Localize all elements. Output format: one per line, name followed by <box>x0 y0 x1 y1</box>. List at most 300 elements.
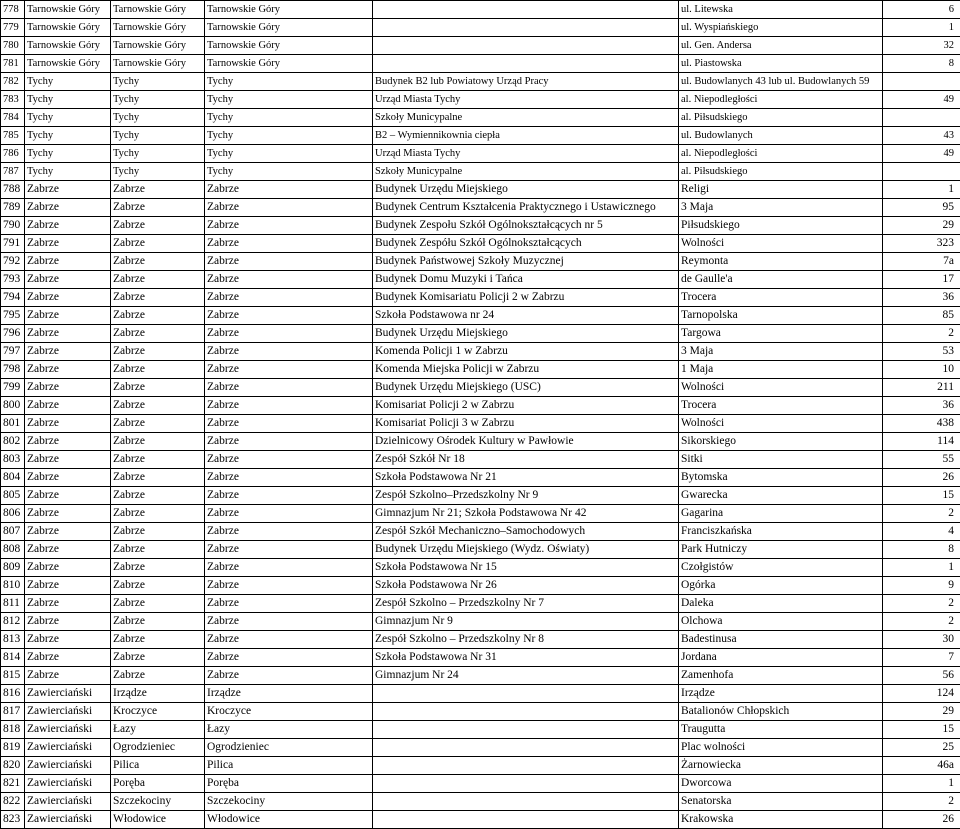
house-number-cell: 26 <box>883 811 960 829</box>
street-cell: ul. Budowlanych 43 lub ul. Budowlanych 59 <box>679 73 883 91</box>
county-cell: Zabrze <box>25 577 111 595</box>
table-row <box>1 163 960 181</box>
building-cell: Komenda Policji 1 w Zabrzu <box>373 343 679 361</box>
table-row <box>1 19 960 37</box>
street-cell: Dworcowa <box>679 775 883 793</box>
table-row <box>1 415 960 433</box>
municipality-cell: Zabrze <box>111 541 205 559</box>
house-number-cell: 211 <box>883 379 960 397</box>
locality-cell: Zabrze <box>205 487 373 505</box>
row-number: 792 <box>1 253 25 271</box>
table-row <box>1 73 960 91</box>
house-number-cell: 114 <box>883 433 960 451</box>
table-row <box>1 307 960 325</box>
street-cell: Olchowa <box>679 613 883 631</box>
municipality-cell: Pilica <box>111 757 205 775</box>
table-row <box>1 109 960 127</box>
house-number-cell: 25 <box>883 739 960 757</box>
locality-cell: Poręba <box>205 775 373 793</box>
municipality-cell: Zabrze <box>111 613 205 631</box>
municipality-cell: Zabrze <box>111 523 205 541</box>
building-cell: Budynek Domu Muzyki i Tańca <box>373 271 679 289</box>
row-number: 816 <box>1 685 25 703</box>
table-body <box>1 1 960 829</box>
row-number: 781 <box>1 55 25 73</box>
county-cell: Zawierciański <box>25 739 111 757</box>
county-cell: Zabrze <box>25 631 111 649</box>
locality-cell: Tychy <box>205 91 373 109</box>
row-number: 821 <box>1 775 25 793</box>
house-number-cell: 85 <box>883 307 960 325</box>
row-number: 786 <box>1 145 25 163</box>
street-cell: ul. Budowlanych <box>679 127 883 145</box>
row-number: 783 <box>1 91 25 109</box>
table-row <box>1 271 960 289</box>
building-cell <box>373 703 679 721</box>
locality-cell: Tarnowskie Góry <box>205 55 373 73</box>
building-cell <box>373 721 679 739</box>
table-row <box>1 91 960 109</box>
county-cell: Zabrze <box>25 559 111 577</box>
house-number-cell: 1 <box>883 775 960 793</box>
building-cell: Szkoły Municypalne <box>373 109 679 127</box>
building-cell: Komisariat Policji 3 w Zabrzu <box>373 415 679 433</box>
row-number: 789 <box>1 199 25 217</box>
row-number: 804 <box>1 469 25 487</box>
locality-cell: Tychy <box>205 73 373 91</box>
house-number-cell: 17 <box>883 271 960 289</box>
county-cell: Tychy <box>25 163 111 181</box>
row-number: 785 <box>1 127 25 145</box>
house-number-cell: 26 <box>883 469 960 487</box>
house-number-cell: 29 <box>883 703 960 721</box>
row-number: 822 <box>1 793 25 811</box>
house-number-cell: 55 <box>883 451 960 469</box>
municipality-cell: Tychy <box>111 73 205 91</box>
street-cell: Czołgistów <box>679 559 883 577</box>
building-cell: Budynek Urzędu Miejskiego <box>373 325 679 343</box>
building-cell <box>373 757 679 775</box>
row-number: 813 <box>1 631 25 649</box>
locality-cell: Zabrze <box>205 613 373 631</box>
street-cell: ul. Gen. Andersa <box>679 37 883 55</box>
row-number: 779 <box>1 19 25 37</box>
house-number-cell: 29 <box>883 217 960 235</box>
building-cell: Szkoła Podstawowa Nr 21 <box>373 469 679 487</box>
house-number-cell: 7 <box>883 649 960 667</box>
municipality-cell: Zabrze <box>111 253 205 271</box>
street-cell: 1 Maja <box>679 361 883 379</box>
municipality-cell: Zabrze <box>111 415 205 433</box>
county-cell: Zabrze <box>25 379 111 397</box>
row-number: 797 <box>1 343 25 361</box>
street-cell: Jordana <box>679 649 883 667</box>
building-cell: Gimnazjum Nr 21; Szkoła Podstawowa Nr 42 <box>373 505 679 523</box>
municipality-cell: Zabrze <box>111 631 205 649</box>
county-cell: Zabrze <box>25 199 111 217</box>
locality-cell: Zabrze <box>205 289 373 307</box>
municipality-cell: Poręba <box>111 775 205 793</box>
row-number: 823 <box>1 811 25 829</box>
house-number-cell: 1 <box>883 559 960 577</box>
municipality-cell: Zabrze <box>111 667 205 685</box>
county-cell: Zabrze <box>25 253 111 271</box>
county-cell: Zabrze <box>25 415 111 433</box>
table-row <box>1 757 960 775</box>
table-row <box>1 811 960 829</box>
municipality-cell: Kroczyce <box>111 703 205 721</box>
locality-cell: Zabrze <box>205 631 373 649</box>
row-number: 799 <box>1 379 25 397</box>
building-cell: Budynek Urzędu Miejskiego <box>373 181 679 199</box>
house-number-cell: 95 <box>883 199 960 217</box>
row-number: 817 <box>1 703 25 721</box>
municipality-cell: Zabrze <box>111 307 205 325</box>
house-number-cell: 36 <box>883 289 960 307</box>
table-row <box>1 55 960 73</box>
municipality-cell: Zabrze <box>111 451 205 469</box>
county-cell: Zabrze <box>25 613 111 631</box>
municipality-cell: Tarnowskie Góry <box>111 1 205 19</box>
house-number-cell: 53 <box>883 343 960 361</box>
building-cell: Szkoły Municypalne <box>373 163 679 181</box>
locality-cell: Zabrze <box>205 307 373 325</box>
municipality-cell: Zabrze <box>111 271 205 289</box>
county-cell: Zabrze <box>25 343 111 361</box>
table-row <box>1 253 960 271</box>
county-cell: Zabrze <box>25 433 111 451</box>
row-number: 805 <box>1 487 25 505</box>
row-number: 820 <box>1 757 25 775</box>
street-cell: Irządze <box>679 685 883 703</box>
row-number: 791 <box>1 235 25 253</box>
row-number: 798 <box>1 361 25 379</box>
county-cell: Zawierciański <box>25 685 111 703</box>
street-cell: al. Niepodległości <box>679 145 883 163</box>
county-cell: Zawierciański <box>25 703 111 721</box>
row-number: 810 <box>1 577 25 595</box>
locality-cell: Zabrze <box>205 541 373 559</box>
building-cell: Zespół Szkół Nr 18 <box>373 451 679 469</box>
house-number-cell: 2 <box>883 595 960 613</box>
locality-cell: Zabrze <box>205 217 373 235</box>
row-number: 782 <box>1 73 25 91</box>
table-row <box>1 667 960 685</box>
county-cell: Zabrze <box>25 541 111 559</box>
street-cell: al. Piłsudskiego <box>679 163 883 181</box>
municipality-cell: Zabrze <box>111 397 205 415</box>
locality-cell: Szczekociny <box>205 793 373 811</box>
building-cell: Szkoła Podstawowa Nr 31 <box>373 649 679 667</box>
locality-cell: Włodowice <box>205 811 373 829</box>
row-number: 819 <box>1 739 25 757</box>
street-cell: Sikorskiego <box>679 433 883 451</box>
row-number: 784 <box>1 109 25 127</box>
building-cell: Gimnazjum Nr 9 <box>373 613 679 631</box>
municipality-cell: Łazy <box>111 721 205 739</box>
building-cell <box>373 37 679 55</box>
building-cell: Komisariat Policji 2 w Zabrzu <box>373 397 679 415</box>
county-cell: Zabrze <box>25 487 111 505</box>
street-cell: Traugutta <box>679 721 883 739</box>
municipality-cell: Zabrze <box>111 235 205 253</box>
municipality-cell: Tychy <box>111 91 205 109</box>
house-number-cell: 30 <box>883 631 960 649</box>
municipality-cell: Zabrze <box>111 181 205 199</box>
street-cell: de Gaulle'a <box>679 271 883 289</box>
municipality-cell: Irządze <box>111 685 205 703</box>
house-number-cell: 15 <box>883 721 960 739</box>
table-row <box>1 289 960 307</box>
house-number-cell: 9 <box>883 577 960 595</box>
building-cell: Gimnazjum Nr 24 <box>373 667 679 685</box>
building-cell: Budynek Urzędu Miejskiego (USC) <box>373 379 679 397</box>
house-number-cell: 36 <box>883 397 960 415</box>
county-cell: Zabrze <box>25 307 111 325</box>
street-cell: Sitki <box>679 451 883 469</box>
house-number-cell: 6 <box>883 1 960 19</box>
row-number: 780 <box>1 37 25 55</box>
table-row <box>1 487 960 505</box>
county-cell: Tychy <box>25 127 111 145</box>
municipality-cell: Zabrze <box>111 379 205 397</box>
municipality-cell: Tychy <box>111 145 205 163</box>
street-cell: Religi <box>679 181 883 199</box>
municipality-cell: Zabrze <box>111 217 205 235</box>
row-number: 788 <box>1 181 25 199</box>
municipality-cell: Zabrze <box>111 325 205 343</box>
municipality-cell: Zabrze <box>111 559 205 577</box>
building-cell <box>373 775 679 793</box>
locality-cell: Zabrze <box>205 199 373 217</box>
county-cell: Tychy <box>25 91 111 109</box>
street-cell: al. Niepodległości <box>679 91 883 109</box>
municipality-cell: Tychy <box>111 163 205 181</box>
county-cell: Zabrze <box>25 505 111 523</box>
house-number-cell: 10 <box>883 361 960 379</box>
street-cell: Reymonta <box>679 253 883 271</box>
street-cell: Wolności <box>679 415 883 433</box>
locality-cell: Zabrze <box>205 181 373 199</box>
building-cell <box>373 739 679 757</box>
locality-cell: Zabrze <box>205 433 373 451</box>
locality-cell: Tychy <box>205 127 373 145</box>
municipality-cell: Tarnowskie Góry <box>111 55 205 73</box>
street-cell: Batalionów Chłopskich <box>679 703 883 721</box>
house-number-cell: 2 <box>883 325 960 343</box>
building-cell: Zespół Szkolno–Przedszkolny Nr 9 <box>373 487 679 505</box>
table-row <box>1 541 960 559</box>
house-number-cell: 438 <box>883 415 960 433</box>
county-cell: Tychy <box>25 145 111 163</box>
building-cell <box>373 793 679 811</box>
table-row <box>1 775 960 793</box>
row-number: 815 <box>1 667 25 685</box>
house-number-cell <box>883 109 960 127</box>
street-cell: Wolności <box>679 379 883 397</box>
house-number-cell: 2 <box>883 793 960 811</box>
table-row <box>1 235 960 253</box>
table-row <box>1 181 960 199</box>
county-cell: Zawierciański <box>25 775 111 793</box>
locality-cell: Zabrze <box>205 325 373 343</box>
row-number: 793 <box>1 271 25 289</box>
building-cell: Dzielnicowy Ośrodek Kultury w Pawłowie <box>373 433 679 451</box>
locality-cell: Zabrze <box>205 361 373 379</box>
house-number-cell <box>883 163 960 181</box>
street-cell: Krakowska <box>679 811 883 829</box>
house-number-cell: 323 <box>883 235 960 253</box>
locality-cell: Zabrze <box>205 271 373 289</box>
street-cell: Ogórka <box>679 577 883 595</box>
street-cell: Senatorska <box>679 793 883 811</box>
table-row <box>1 577 960 595</box>
municipality-cell: Zabrze <box>111 577 205 595</box>
municipality-cell: Włodowice <box>111 811 205 829</box>
county-cell: Zabrze <box>25 397 111 415</box>
table-row <box>1 397 960 415</box>
table-row <box>1 559 960 577</box>
county-cell: Zawierciański <box>25 793 111 811</box>
house-number-cell: 124 <box>883 685 960 703</box>
row-number: 801 <box>1 415 25 433</box>
row-number: 811 <box>1 595 25 613</box>
street-cell: al. Piłsudskiego <box>679 109 883 127</box>
municipality-cell: Tychy <box>111 109 205 127</box>
house-number-cell: 46a <box>883 757 960 775</box>
street-cell: Zamenhofa <box>679 667 883 685</box>
building-cell: Urząd Miasta Tychy <box>373 91 679 109</box>
county-cell: Zawierciański <box>25 811 111 829</box>
table-row <box>1 325 960 343</box>
table-row <box>1 199 960 217</box>
table-row <box>1 631 960 649</box>
locality-cell: Pilica <box>205 757 373 775</box>
table-row <box>1 739 960 757</box>
street-cell: Daleka <box>679 595 883 613</box>
county-cell: Zawierciański <box>25 721 111 739</box>
street-cell: ul. Wyspiańskiego <box>679 19 883 37</box>
row-number: 814 <box>1 649 25 667</box>
county-cell: Zabrze <box>25 361 111 379</box>
street-cell: Bytomska <box>679 469 883 487</box>
building-cell: Szkoła Podstawowa Nr 15 <box>373 559 679 577</box>
row-number: 807 <box>1 523 25 541</box>
row-number: 806 <box>1 505 25 523</box>
house-number-cell: 2 <box>883 505 960 523</box>
building-cell: Budynek Centrum Kształcenia Praktycznego i Ustawicznego <box>373 199 679 217</box>
municipality-cell: Zabrze <box>111 343 205 361</box>
house-number-cell: 1 <box>883 19 960 37</box>
row-number: 803 <box>1 451 25 469</box>
locality-cell: Zabrze <box>205 577 373 595</box>
building-cell: Urząd Miasta Tychy <box>373 145 679 163</box>
county-cell: Tarnowskie Góry <box>25 37 111 55</box>
street-cell: Żarnowiecka <box>679 757 883 775</box>
table-row <box>1 145 960 163</box>
locality-cell: Ogrodzieniec <box>205 739 373 757</box>
table-row <box>1 217 960 235</box>
locality-cell: Zabrze <box>205 451 373 469</box>
locality-cell: Łazy <box>205 721 373 739</box>
county-cell: Zabrze <box>25 289 111 307</box>
county-cell: Zabrze <box>25 451 111 469</box>
locality-cell: Zabrze <box>205 415 373 433</box>
county-cell: Zabrze <box>25 667 111 685</box>
table-row <box>1 433 960 451</box>
row-number: 800 <box>1 397 25 415</box>
building-cell <box>373 685 679 703</box>
building-cell: Budynek Urzędu Miejskiego (Wydz. Oświaty) <box>373 541 679 559</box>
municipality-cell: Zabrze <box>111 649 205 667</box>
locality-cell: Zabrze <box>205 235 373 253</box>
table-row <box>1 361 960 379</box>
table-row <box>1 649 960 667</box>
house-number-cell: 2 <box>883 613 960 631</box>
house-number-cell: 43 <box>883 127 960 145</box>
street-cell: 3 Maja <box>679 199 883 217</box>
street-cell: Badestinusa <box>679 631 883 649</box>
row-number: 796 <box>1 325 25 343</box>
municipality-cell: Zabrze <box>111 469 205 487</box>
table-row <box>1 505 960 523</box>
locality-cell: Zabrze <box>205 595 373 613</box>
table-row <box>1 451 960 469</box>
street-cell: ul. Litewska <box>679 1 883 19</box>
locality-cell: Zabrze <box>205 649 373 667</box>
county-cell: Zabrze <box>25 181 111 199</box>
table-row <box>1 343 960 361</box>
locality-cell: Zabrze <box>205 469 373 487</box>
house-number-cell <box>883 73 960 91</box>
table-row <box>1 127 960 145</box>
municipality-cell: Zabrze <box>111 199 205 217</box>
street-cell: Targowa <box>679 325 883 343</box>
table-row <box>1 469 960 487</box>
building-cell: Komenda Miejska Policji w Zabrzu <box>373 361 679 379</box>
locality-cell: Tarnowskie Góry <box>205 19 373 37</box>
locality-cell: Zabrze <box>205 667 373 685</box>
locality-cell: Zabrze <box>205 559 373 577</box>
county-cell: Zawierciański <box>25 757 111 775</box>
table-row <box>1 703 960 721</box>
county-cell: Zabrze <box>25 217 111 235</box>
table-row <box>1 1 960 19</box>
street-cell: Tarnopolska <box>679 307 883 325</box>
table-row <box>1 613 960 631</box>
house-number-cell: 32 <box>883 37 960 55</box>
municipality-cell: Zabrze <box>111 595 205 613</box>
building-cell: Szkoła Podstawowa nr 24 <box>373 307 679 325</box>
street-cell: Trocera <box>679 397 883 415</box>
house-number-cell: 56 <box>883 667 960 685</box>
building-cell <box>373 1 679 19</box>
street-cell: ul. Piastowska <box>679 55 883 73</box>
row-number: 790 <box>1 217 25 235</box>
county-cell: Tarnowskie Góry <box>25 19 111 37</box>
locality-cell: Zabrze <box>205 505 373 523</box>
street-cell: Plac wolności <box>679 739 883 757</box>
house-number-cell: 8 <box>883 55 960 73</box>
locality-cell: Zabrze <box>205 523 373 541</box>
county-cell: Zabrze <box>25 523 111 541</box>
county-cell: Zabrze <box>25 235 111 253</box>
locality-cell: Irządze <box>205 685 373 703</box>
street-cell: Gagarina <box>679 505 883 523</box>
row-number: 795 <box>1 307 25 325</box>
locality-cell: Tychy <box>205 109 373 127</box>
row-number: 818 <box>1 721 25 739</box>
